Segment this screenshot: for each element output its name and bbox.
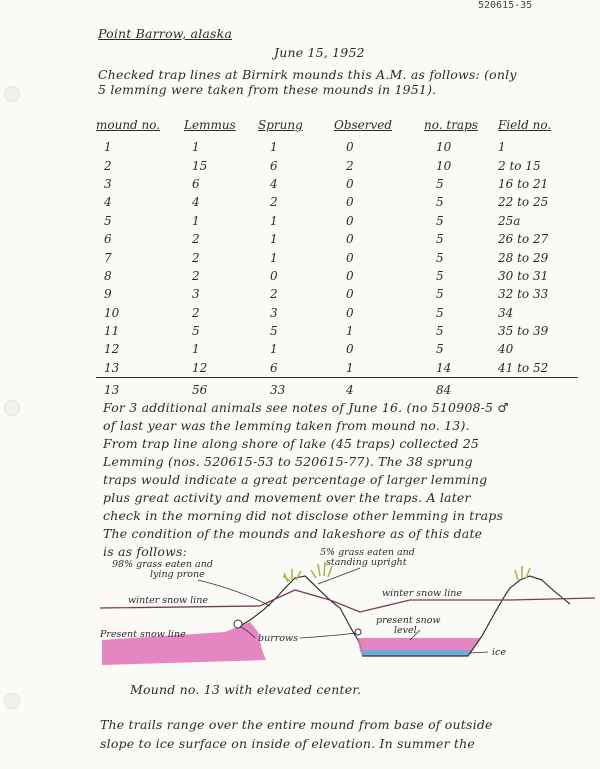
table-cell: 40 — [498, 342, 514, 357]
table-cell: 10 — [436, 140, 452, 155]
table-cell: 12 — [184, 359, 258, 378]
col-header: Observed — [334, 118, 393, 132]
table-cell: 0 — [346, 195, 354, 210]
table-cell: 1 — [270, 213, 278, 228]
intro-line: Checked trap lines at Birnirk mounds this A.M. as follows: (only — [98, 67, 517, 82]
table-cell: 1 — [270, 140, 278, 155]
label-standing: standing upright — [326, 557, 407, 568]
label-grass-eaten: lying prone — [150, 569, 205, 580]
table-cell: 4 — [270, 176, 278, 191]
table-cell: 0 — [346, 213, 354, 228]
table-cell: 5 — [436, 195, 444, 210]
table-cell: 30 to 31 — [498, 268, 549, 283]
table-cell: 11 — [104, 324, 120, 339]
table-cell: 7 — [104, 250, 112, 265]
table-cell: 8 — [104, 268, 112, 283]
table-cell: 5 — [270, 324, 278, 339]
table-cell: 1 — [270, 232, 278, 247]
burrow-mark — [355, 629, 361, 635]
table-cell: 0 — [346, 140, 354, 155]
table-cell: 2 — [192, 232, 200, 247]
note-line: From trap line along shore of lake (45 traps) collected 25 — [103, 436, 479, 451]
table-row — [96, 285, 578, 303]
label-present-snow-left: Present snow line — [100, 629, 186, 640]
note-line: For 3 additional animals see notes of June 16. (no 510908-5 ♂ — [103, 400, 509, 415]
table-row — [96, 212, 578, 230]
table-cell: 3 — [104, 176, 112, 191]
table-cell: 4 — [104, 195, 112, 210]
table-cell: 6 — [104, 232, 112, 247]
note-line: traps would indicate a great percentage of larger lemming — [103, 472, 488, 487]
table-cell: 32 to 33 — [498, 287, 549, 302]
table-cell: 33 — [270, 383, 286, 398]
trap-table — [96, 118, 578, 399]
label-burrows: burrows — [258, 633, 299, 644]
table-cell: 6 — [258, 359, 334, 378]
table-cell: 0 — [346, 232, 354, 247]
table-cell: 1 — [104, 140, 112, 155]
table-cell: 26 to 27 — [498, 232, 549, 247]
totals-row — [96, 378, 578, 400]
punch-hole — [4, 400, 20, 416]
label-winter-snow-left: winter snow line — [128, 595, 208, 606]
note-line: Lemming (nos. 520615-53 to 520615-77). The 38 sprung — [103, 454, 473, 469]
table-cell: 1 — [270, 342, 278, 357]
table-cell: 2 — [192, 250, 200, 265]
label-standing: 5% grass eaten and — [320, 547, 415, 558]
col-header: no. traps — [424, 118, 478, 132]
table-cell: 0 — [346, 287, 354, 302]
table-row — [96, 267, 578, 285]
table-cell: 4 — [192, 195, 200, 210]
punch-hole — [4, 693, 20, 709]
table-cell: 14 — [424, 359, 498, 378]
table-row — [96, 304, 578, 322]
table-cell: 5 — [436, 287, 444, 302]
label-grass-eaten: 98% grass eaten and — [112, 559, 213, 570]
table-cell: 6 — [270, 158, 278, 173]
table-cell: 0 — [346, 268, 354, 283]
table-row — [96, 230, 578, 248]
col-header: Lemmus — [184, 118, 236, 132]
table-cell: 41 to 52 — [498, 359, 578, 378]
table-cell: 5 — [436, 324, 444, 339]
table-cell: 2 to 15 — [498, 158, 541, 173]
table-cell: 0 — [270, 268, 278, 283]
table-cell: 5 — [436, 305, 444, 320]
table-row — [96, 359, 578, 378]
table-cell: 5 — [436, 268, 444, 283]
table-cell: 13 — [96, 359, 184, 378]
table-cell: 1 — [192, 140, 200, 155]
label-present-snow-right: level — [394, 625, 417, 636]
table-cell: 0 — [346, 176, 354, 191]
table-row — [96, 175, 578, 193]
table-cell — [498, 378, 578, 400]
table-cell: 2 — [192, 268, 200, 283]
col-header: Field no. — [498, 118, 552, 132]
table-cell: 2 — [270, 287, 278, 302]
table-cell: 5 — [436, 176, 444, 191]
table-cell: 1 — [270, 250, 278, 265]
punch-hole — [4, 86, 20, 102]
table-cell: 16 to 21 — [498, 176, 549, 191]
intro-line: 5 lemming were taken from these mounds in 1951). — [98, 82, 437, 97]
table-body — [96, 138, 578, 399]
diagram-caption: Mound no. 13 with elevated center. — [130, 682, 362, 697]
table-cell: 2 — [270, 195, 278, 210]
table-cell: 0 — [346, 342, 354, 357]
table-cell: 1 — [192, 342, 200, 357]
table-cell: 15 — [192, 158, 208, 173]
table-cell: 2 — [346, 158, 354, 173]
table-cell: 0 — [346, 305, 354, 320]
closing-line: slope to ice surface on inside of elevation. In summer the — [100, 736, 476, 751]
table-cell: 2 — [192, 305, 200, 320]
note-line: check in the morning did not disclose other lemming in traps — [103, 508, 504, 523]
table-row — [96, 156, 578, 174]
table-cell: 1 — [334, 359, 424, 378]
table-cell: 2 — [104, 158, 112, 173]
note-line: of last year was the lemming taken from mound no. 13). — [103, 418, 470, 433]
table-cell: 28 to 29 — [498, 250, 549, 265]
table-cell: 5 — [104, 213, 112, 228]
table-row — [96, 340, 578, 358]
table-cell: 1 — [498, 140, 506, 155]
table-cell: 56 — [192, 383, 208, 398]
table-row — [96, 193, 578, 211]
table-cell: 25a — [498, 213, 521, 228]
table-cell: 5 — [436, 213, 444, 228]
table-cell: 12 — [104, 342, 120, 357]
table-cell: 3 — [270, 305, 278, 320]
col-header: Sprung — [258, 118, 303, 132]
closing-line: The trails range over the entire mound from base of outside — [100, 717, 493, 732]
table-cell: 84 — [436, 383, 452, 398]
table-cell: 35 to 39 — [498, 324, 549, 339]
table-row — [96, 138, 578, 156]
table-cell: 13 — [104, 383, 120, 398]
table-cell: 10 — [104, 305, 120, 320]
table-cell: 6 — [192, 176, 200, 191]
label-present-snow-right: present snow — [376, 615, 441, 626]
note-line: The condition of the mounds and lakeshore as of this date — [103, 526, 483, 541]
ice-band — [360, 650, 472, 656]
table-cell: 1 — [346, 324, 354, 339]
col-header: mound no. — [96, 118, 161, 132]
document-number: 520615-35 — [478, 0, 533, 11]
label-winter-snow-right: winter snow line — [382, 588, 462, 599]
table-cell: 5 — [436, 232, 444, 247]
present-snow-trench — [358, 638, 480, 652]
table-cell: 1 — [192, 213, 200, 228]
table-cell: 3 — [192, 287, 200, 302]
entry-date: June 15, 1952 — [274, 45, 365, 60]
table-cell: 22 to 25 — [498, 195, 549, 210]
table-cell: 5 — [436, 250, 444, 265]
location-title: Point Barrow, alaska — [98, 26, 233, 41]
table-cell: 34 — [498, 305, 514, 320]
table-cell: 5 — [192, 324, 200, 339]
label-ice: ice — [492, 647, 506, 658]
table-cell: 5 — [436, 342, 444, 357]
table-cell: 0 — [346, 250, 354, 265]
table-row — [96, 322, 578, 340]
table-cell: 4 — [346, 383, 354, 398]
table-cell: 10 — [436, 158, 452, 173]
note-line: plus great activity and movement over the traps. A later — [103, 490, 471, 505]
note-line: is as follows: — [103, 544, 188, 559]
table-cell: 9 — [104, 287, 112, 302]
table-row — [96, 248, 578, 266]
